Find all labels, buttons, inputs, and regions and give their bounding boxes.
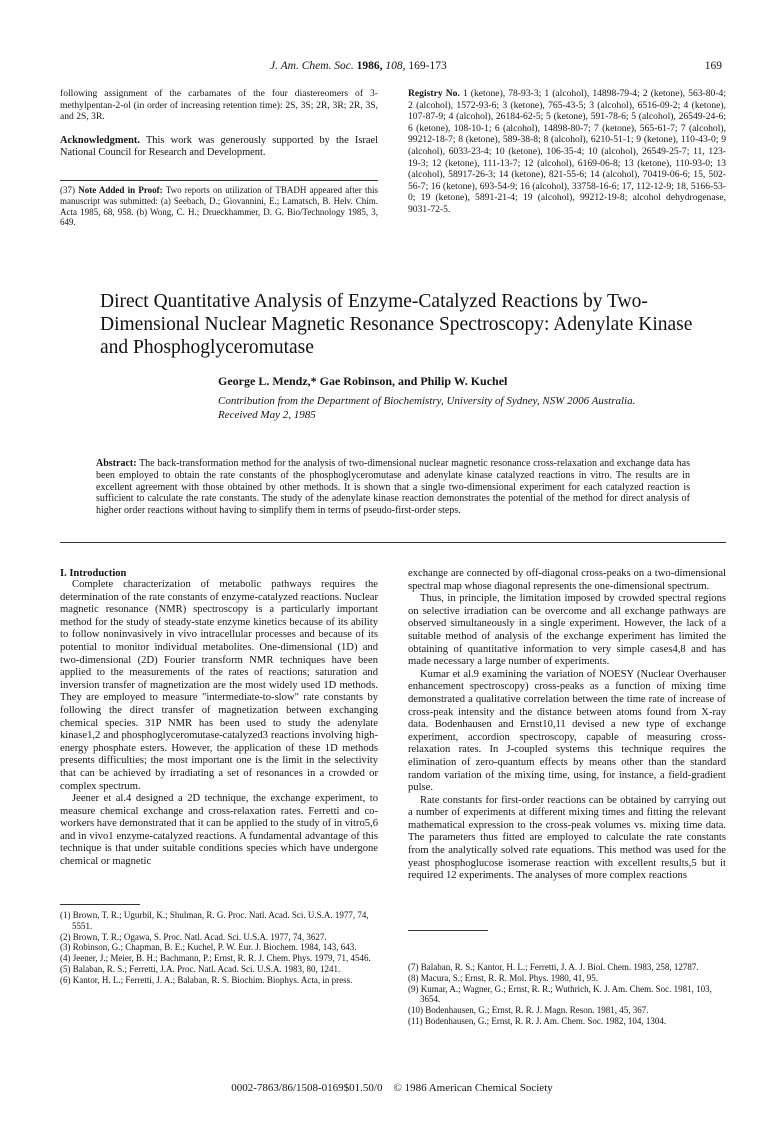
footnote-rule-left [60, 904, 140, 905]
introduction-left-column [60, 568, 378, 869]
abstract [96, 458, 690, 517]
note-label: Note Added in Proof: [78, 185, 163, 195]
paragraph: exchange are connected by off-diagonal cross-peaks on a two-dimensional spectral map whose diagonal represents the one-dimensional spectrum. [408, 568, 726, 592]
reference-item: (8) Macura, S.; Ernst, R. R. Mol. Phys. 1980, 41, 95. [408, 972, 598, 983]
acknowledgment [60, 135, 378, 160]
abstract-text: The back-transformation method for the analysis of two-dimensional nuclear magnetic resonance cross-relaxation and exchange data has been employed to obtain the rate constants of the phosphoglyceromutase and adenylate kinase catalyzed reactions in vitro. The results are in excellent agreement with those obtained by other methods. It is shown that a single two-dimensional experiment for each catalyzed reaction is sufficient to calculate the rate constants. The study of the adenylate kinase reaction demonstrates the potential of the method for direct analysis of higher order reactions without having to simplify them in terms of pseudo-first-order steps. [96, 458, 690, 517]
reference-item: (6) Kantor, H. L.; Ferretti, J. A.; Balaban, R. S. Biochim. Biophys. Acta, in press. [60, 974, 353, 985]
footnote-rule-right [408, 930, 488, 931]
acknowledgment-label: Acknowledgment. [60, 135, 140, 146]
carbamate-paragraph: following assignment of the carbamates of the four diastereomers of 3-methylpentan-2-ol (in order of increasing retention time): 2S, 3S; 2R, 3R; 2R, 3S, and 2S, 3R. [60, 88, 378, 123]
page-footer [0, 1082, 784, 1094]
note-added-in-proof: (37) Note Added in Proof: Two reports on utilization of TBADH appeared after this manuscript was submitted: (a) Seebach, D.; Giovannini, E.; Lamatsch, B. Helv. Chim. Acta 1985, 68, 958. (b) Wong, C. H.; Drueckhammer, D. G. Bio/Technology 1985, 3, 649. [60, 185, 379, 228]
reference-item: (3) Robinson, G.; Chapman, B. E.; Kuchel, P. W. Eur. J. Biochem. 1984, 143, 643. [60, 942, 357, 953]
references-left [60, 910, 378, 986]
acknowledgment-text: This work was generously supported by the Israel National Council for Research and Development. [60, 135, 378, 159]
registry-label: Registry No. [408, 88, 460, 99]
affiliation [218, 394, 738, 422]
paragraph: Complete characterization of metabolic pathways requires the determination of the rate constants of enzyme-catalyzed reactions. Nuclear magnetic resonance (NMR) spectroscopy is a particularly important method for the study of steady-state enzyme kinetics because of its ability to follow noninvasively in vivo intracellular processes and because of its potential to monitor individual metabolites. One-dimensional (1D) and two-dimensional (2D) Fourier transform NMR techniques have been applied to the measurements of the rates of reactions; saturation and inversion transfer of magnetization are the most widely used 1D methods. They are employed to measure "intermediate-to-slow" rate constants by following the direct transfer of magnetization between exchanging chemical species. 31P NMR has been used to study the adenylate kinase1,2 and phosphoglyceromutase-catalyzed3 reactions involving high-energy phosphate esters. However, the application of these 1D methods presents difficulties; the most important one is the limit in the selectivity that can be achieved by irradiating a set of resonances in a crowded or complex spectrum. [60, 579, 378, 792]
paragraph: Rate constants for first-order reactions can be obtained by carrying out a number of experiments at different mixing times and fitting the relevant mathematical expression to the cross-peak volumes vs. mixing time data. The parameters thus fitted are employed to calculate the rate constants from the analytically solved rate equations. This method was used for the yeast phosphoglucose isomerase reaction with excellent results,5 but it required 12 experiments. The analyses of more complex reactions [408, 794, 726, 882]
author-list: George L. Mendz,* Gae Robinson, and Philip W. Kuchel [218, 374, 508, 388]
divider [60, 180, 378, 181]
reference-item: (2) Brown, T. R.; Ogawa, S. Proc. Natl. Acad. Sci. U.S.A. 1977, 74, 3627. [60, 931, 327, 942]
registry-text: 1 (ketone), 78-93-3; 1 (alcohol), 14898-79-4; 2 (ketone), 563-80-4; 2 (alcohol), 1572-93-6; 3 (ketone), 765-43-5; 3 (alcohol), 6516-09-2; 4 (ketone), 107-87-9; 4 (alcohol), 26184-62-5; 5 (ketone), 591-78-6; 5 (alcohol), 26549-24-6; 6 (ketone), 108-10-1; 6 (alcohol), 14898-80-7; 7 (ketone), 565-61-7; 7 (alcohol), 99212-18-7; 8 (ketone), 589-38-8; 8 (alcohol), 6210-51-1; 9 (ketone), 110-43-0; 9 (alcohol), 6033-23-4; 10 (ketone), 106-35-4; 10 (alcohol), 26549-25-7; 11, 123-19-3; 12 (ketone), 111-13-7; 12 (alcohol), 6169-06-8; 13 (ketone), 110-93-0; 13 (alcohol), 58917-26-3; 14 (ketone), 821-55-6; 14 (alcohol), 70419-06-6; 15, 502-56-7; 16 (ketone), 693-54-9; 16 (alcohol), 33758-16-6; 17, 112-12-9; 18, 5166-53-0; 19 (ketone), 5891-21-4; 19 (alcohol), 99212-19-8; alcohol dehydrogenase, 9031-72-5. [408, 88, 726, 215]
note-text: Two reports on utilization of TBADH appeared after this manuscript was submitted: (a) Seebach, D.; Giovannini, E.; Lamatsch, B. Helv. Chim. Acta 1985, 68, 958. (b) Wong, C. H.; Drueckhammer, D. G. Bio/Technology 1985, 3, 649. [60, 185, 379, 228]
received-date: Received May 2, 1985 [218, 409, 316, 421]
article-title: Direct Quantitative Analysis of Enzyme-Catalyzed Reactions by Two-Dimensional Nuclear Magnetic Resonance Spectroscopy: Adenylate Kinase and Phosphoglyceromutase [100, 291, 693, 358]
intro-body-left [60, 579, 378, 869]
reference-item: (7) Balaban, R. S.; Kantor, H. L.; Ferretti, J. A. J. Biol. Chem. 1983, 258, 12787. [408, 962, 699, 972]
reference-item: (1) Brown, T. R.; Ugurbil, K.; Shulman, R. G. Proc. Natl. Acad. Sci. U.S.A. 1977, 74, 5551. [60, 910, 369, 931]
journal-citation: J. Am. Chem. Soc. 1986, 108, 169-173 [270, 60, 447, 72]
abstract-label: Abstract: [96, 458, 137, 469]
introduction-right-column [408, 568, 726, 883]
reference-item: (4) Jeener, J.; Meier, B. H.; Bachmann, P.; Ernst, R. R. J. Chem. Phys. 1979, 71, 4546. [60, 953, 371, 964]
abstract-divider [60, 542, 726, 543]
paragraph: Jeener et al.4 designed a 2D technique, the exchange experiment, to measure chemical exchange and cross-relaxation rates. Ferretti and co-workers have demonstrated that it can be applied to the study of in vitro5,6 and in vivo1 enzyme-catalyzed reactions. A fundamental advantage of this technique is that under suitable conditions species which have undergone chemical or magnetic [60, 793, 378, 868]
running-header [0, 60, 784, 80]
footer-code: 0002-7863/86/1508-0169$01.50/0 [231, 1082, 383, 1094]
references-right [408, 962, 726, 1027]
reference-item: (11) Bodenhausen, G.; Ernst, R. R. J. Am. Chem. Soc. 1982, 104, 1304. [408, 1015, 667, 1026]
reference-item: (9) Kumar, A.; Wagner, G.; Ernst, R. R.; Wuthrich, K. J. Am. Chem. Soc. 1981, 103, 3654. [408, 983, 712, 1005]
paragraph: Thus, in principle, the limitation imposed by crowded spectral regions on selective irradiation can be overcome and all exchange pathways are observed simultaneously in a single experiment. However, the lack of a suitable method of analysis of the exchange experiment has limited the obtaining of quantitative information to very simple cases4,8 and has made necessary a large number of experiments. [408, 593, 726, 668]
page-number: 169 [704, 60, 722, 72]
footer-copyright: © 1986 American Chemical Society [393, 1082, 553, 1094]
section-heading: I. Introduction [60, 568, 127, 579]
reference-item: (10) Bodenhausen, G.; Ernst, R. R. J. Magn. Reson. 1981, 45, 367. [408, 1005, 649, 1016]
paragraph: Kumar et al.9 examining the variation of NOESY (Nuclear Overhauser enhancement spectroscopy) cross-peaks as a function of mixing time demonstrated a qualitative correlation between the time rate of increase of cross-peak intensity and the distance between atoms found from X-ray data. Bodenhausen and Ernst10,11 devised a new type of exchange experiment, accordion spectroscopy, capable of measuring cross-relaxation rates. In J-coupled systems this technique requires the elimination of zero-quantum effects by means other than the standard random variation of the mixing time, using, for instance, a field-gradient pulse. [408, 668, 726, 794]
registry-numbers [408, 88, 726, 216]
reference-item: (5) Balaban, R. S.; Ferretti, J.A. Proc. Natl. Acad. Sci. U.S.A. 1983, 80, 1241. [60, 963, 341, 974]
contribution-line: Contribution from the Department of Biochemistry, University of Sydney, NSW 2006 Australia. [218, 395, 636, 407]
